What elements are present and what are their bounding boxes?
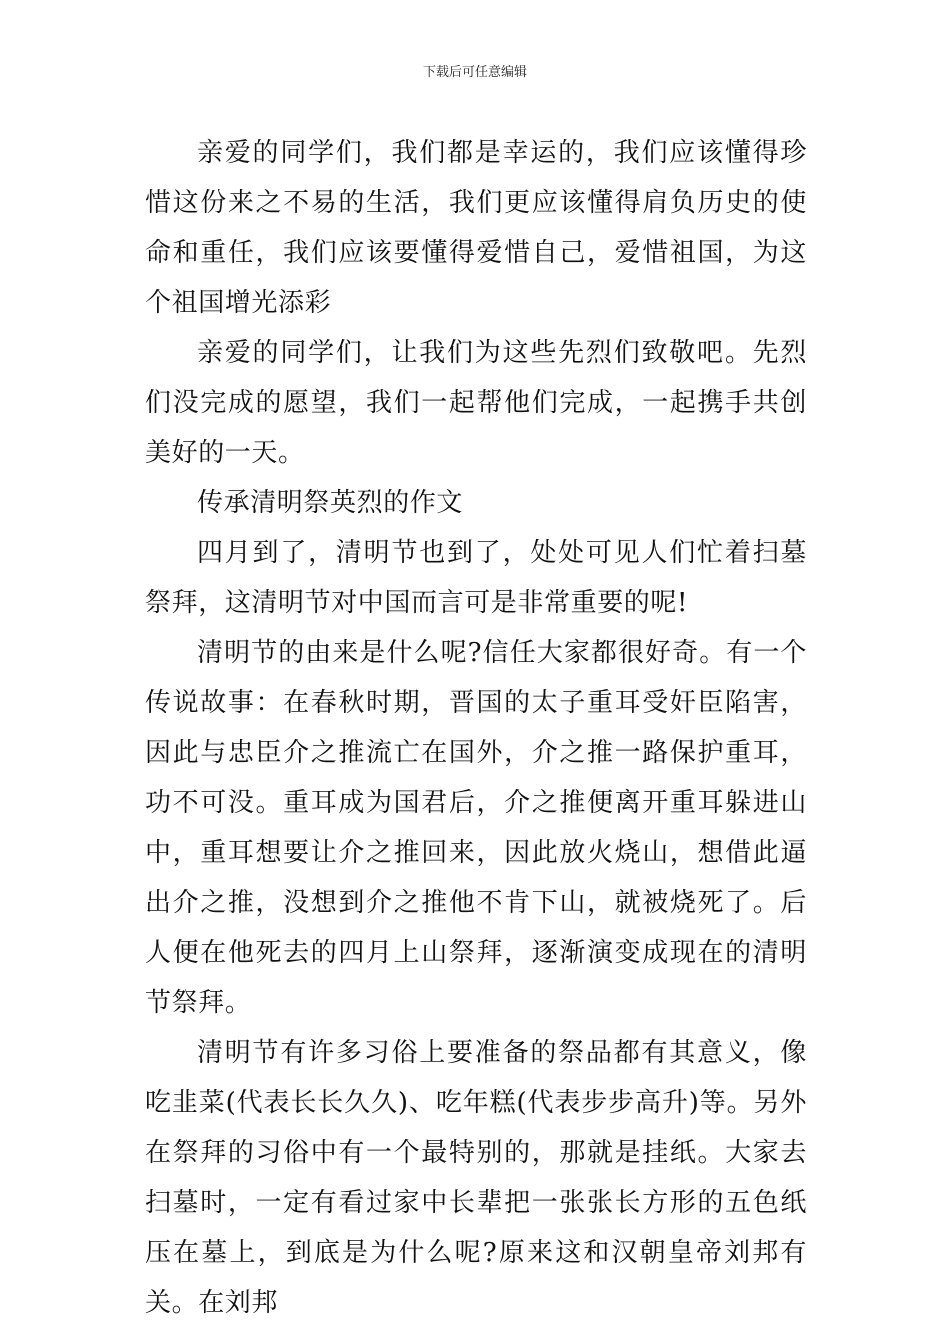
paragraph-3: 四月到了，清明节也到了，处处可见人们忙着扫墓祭拜，这清明节对中国而言可是非常重要的呢! — [145, 538, 807, 618]
page-header-note: 下载后可任意编辑 — [422, 65, 527, 80]
paragraph-1: 亲爱的同学们，我们都是幸运的，我们应该懂得珍惜这份来之不易的生活，我们更应该懂得肩负历史的使命和重任，我们应该要懂得爱惜自己，爱惜祖国，为这个祖国增光添彩 — [145, 138, 807, 318]
essay-title: 传承清明祭英烈的作文 — [197, 488, 464, 518]
paragraph-4: 清明节的由来是什么呢?信任大家都很好奇。有一个传说故事：在春秋时期，晋国的太子重耳受奸臣陷害，因此与忠臣介之推流亡在国外，介之推一路保护重耳，功不可没。重耳成为国君后，介之推便离开重耳躲进山中，重耳想要让介之推回来，因此放火烧山，想借此逼出介之推，没想到介之推他不肯下山，就被烧死了。后人便在他死去的四月上山祭拜，逐渐演变成现在的清明节祭拜。 — [145, 638, 807, 1018]
document-body — [145, 128, 807, 1328]
paragraph-2: 亲爱的同学们，让我们为这些先烈们致敬吧。先烈们没完成的愿望，我们一起帮他们完成，一起携手共创美好的一天。 — [145, 338, 807, 468]
paragraph-5: 清明节有许多习俗上要准备的祭品都有其意义，像吃韭菜(代表长长久久)、吃年糕(代表步步高升)等。另外在祭拜的习俗中有一个最特别的，那就是挂纸。大家去扫墓时，一定有看过家中长辈把一张张长方形的五色纸压在墓上，到底是为什么呢?原来这和汉朝皇帝刘邦有关。在刘邦 — [145, 1038, 807, 1318]
